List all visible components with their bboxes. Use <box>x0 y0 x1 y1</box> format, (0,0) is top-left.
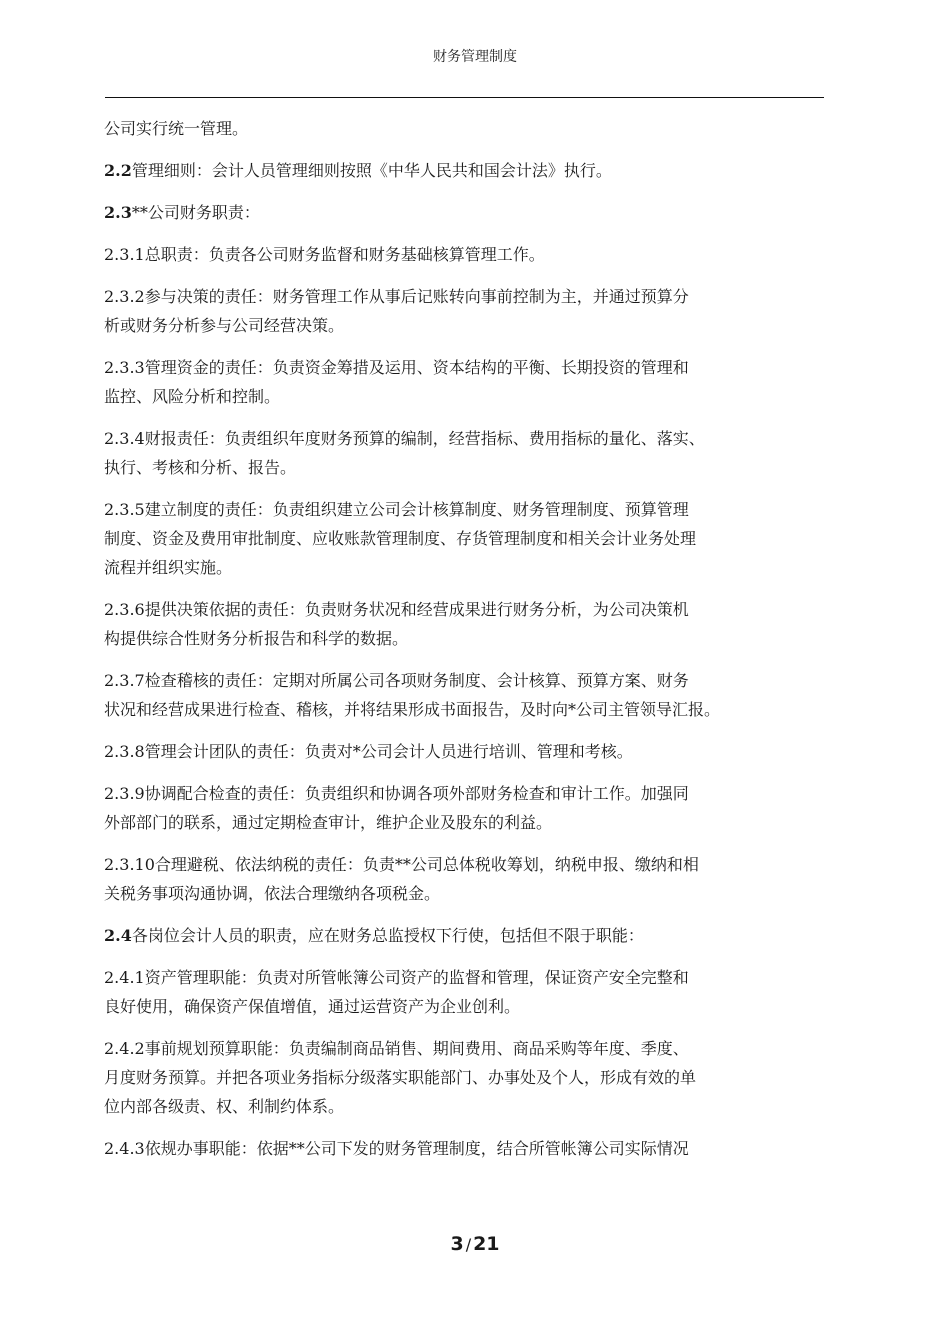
paragraph-line <box>104 282 834 311</box>
paragraph-line <box>104 1034 834 1063</box>
page-separator: / <box>465 1235 472 1254</box>
paragraph-line <box>104 624 834 653</box>
line-text: 合理避税、依法纳税的责任：负责**公司总体税收筹划，纳税申报、缴纳和相 <box>154 855 699 874</box>
paragraph <box>104 850 834 908</box>
paragraph-line <box>104 666 834 695</box>
paragraph-line <box>104 779 834 808</box>
section-number: 2.3.7 <box>104 671 145 690</box>
line-text: 构提供综合性财务分析报告和科学的数据。 <box>104 629 409 648</box>
paragraph <box>104 1134 834 1163</box>
paragraph-line <box>104 311 834 340</box>
line-text: 执行、考核和分析、报告。 <box>104 458 297 477</box>
line-text: 协调配合检查的责任：负责组织和协调各项外部财务检查和审计工作。加强同 <box>144 784 689 803</box>
paragraph-line <box>104 1134 834 1163</box>
section-number: 2.3.3 <box>104 358 145 377</box>
line-text: 管理细则：会计人员管理细则按照《中华人民共和国会计法》执行。 <box>131 161 612 180</box>
line-text: 析或财务分析参与公司经营决策。 <box>104 316 345 335</box>
line-text: 制度、资金及费用审批制度、应收账款管理制度、存货管理制度和相关会计业务处理 <box>104 529 697 548</box>
current-page: 3 <box>450 1233 464 1255</box>
paragraph-line <box>104 850 834 879</box>
paragraph-line <box>104 737 834 766</box>
paragraph-line <box>104 353 834 382</box>
header-divider <box>105 97 824 98</box>
page-number <box>0 1233 950 1255</box>
total-pages: 21 <box>473 1233 500 1255</box>
paragraph <box>104 424 834 482</box>
paragraph-line <box>104 808 834 837</box>
paragraph-line <box>104 198 834 227</box>
line-text: 资产管理职能：负责对所管帐簿公司资产的监督和管理，保证资产安全完整和 <box>144 968 689 987</box>
line-text: 良好使用，确保资产保值增值，通过运营资产为企业创利。 <box>104 997 521 1016</box>
line-text: 关税务事项沟通协调，依法合理缴纳各项税金。 <box>104 884 441 903</box>
line-text: 流程并组织实施。 <box>104 558 233 577</box>
paragraph <box>104 156 834 185</box>
line-text: 管理资金的责任：负责资金筹措及运用、资本结构的平衡、长期投资的管理和 <box>144 358 689 377</box>
paragraph <box>104 737 834 766</box>
section-number: 2.3.5 <box>104 500 145 519</box>
document-body <box>104 114 834 1176</box>
paragraph-line <box>104 992 834 1021</box>
section-number: 2.4 <box>104 926 132 945</box>
paragraph-line <box>104 424 834 453</box>
line-text: 外部部门的联系，通过定期检查审计，维护企业及股东的利益。 <box>104 813 553 832</box>
paragraph <box>104 114 834 143</box>
section-number: 2.4.3 <box>104 1139 145 1158</box>
line-text: 各岗位会计人员的职责，应在财务总监授权下行使，包括但不限于职能： <box>131 926 644 945</box>
line-text: 检查稽核的责任：定期对所属公司各项财务制度、会计核算、预算方案、财务 <box>144 671 689 690</box>
paragraph-line <box>104 114 834 143</box>
section-number: 2.3.1 <box>104 245 145 264</box>
line-text: 依规办事职能：依据**公司下发的财务管理制度，结合所管帐簿公司实际情况 <box>144 1139 689 1158</box>
section-number: 2.4.1 <box>104 968 145 987</box>
paragraph <box>104 240 834 269</box>
line-text: 管理会计团队的责任：负责对*公司会计人员进行培训、管理和考核。 <box>144 742 633 761</box>
line-text: **公司财务职责： <box>131 203 260 222</box>
line-text: 公司实行统一管理。 <box>104 119 249 138</box>
line-text: 提供决策依据的责任：负责财务状况和经营成果进行财务分析，为公司决策机 <box>144 600 689 619</box>
page-header-title: 财务管理制度 <box>433 49 517 65</box>
paragraph-line <box>104 695 834 724</box>
paragraph <box>104 282 834 340</box>
section-number: 2.3.9 <box>104 784 145 803</box>
paragraph-line <box>104 156 834 185</box>
line-text: 事前规划预算职能：负责编制商品销售、期间费用、商品采购等年度、季度、 <box>144 1039 689 1058</box>
paragraph <box>104 353 834 411</box>
section-number: 2.2 <box>104 161 132 180</box>
line-text: 参与决策的责任：财务管理工作从事后记账转向事前控制为主，并通过预算分 <box>144 287 689 306</box>
paragraph-line <box>104 382 834 411</box>
line-text: 位内部各级责、权、利制约体系。 <box>104 1097 345 1116</box>
paragraph-line <box>104 921 834 950</box>
paragraph <box>104 595 834 653</box>
section-number: 2.4.2 <box>104 1039 145 1058</box>
section-number: 2.3.8 <box>104 742 145 761</box>
paragraph-line <box>104 1063 834 1092</box>
line-text: 建立制度的责任：负责组织建立公司会计核算制度、财务管理制度、预算管理 <box>144 500 689 519</box>
line-text: 总职责：负责各公司财务监督和财务基础核算管理工作。 <box>144 245 545 264</box>
paragraph <box>104 1034 834 1121</box>
paragraph-line <box>104 240 834 269</box>
paragraph-line <box>104 879 834 908</box>
section-number: 2.3.6 <box>104 600 145 619</box>
paragraph-line <box>104 524 834 553</box>
paragraph-line <box>104 595 834 624</box>
line-text: 状况和经营成果进行检查、稽核，并将结果形成书面报告，及时向*公司主管领导汇报。 <box>104 700 721 719</box>
paragraph-line <box>104 1092 834 1121</box>
paragraph-line <box>104 553 834 582</box>
paragraph <box>104 921 834 950</box>
paragraph <box>104 198 834 227</box>
section-number: 2.3.10 <box>104 855 155 874</box>
paragraph-line <box>104 453 834 482</box>
section-number: 2.3.4 <box>104 429 145 448</box>
paragraph <box>104 963 834 1021</box>
section-number: 2.3 <box>104 203 132 222</box>
line-text: 财报责任：负责组织年度财务预算的编制，经营指标、费用指标的量化、落实、 <box>144 429 705 448</box>
section-number: 2.3.2 <box>104 287 145 306</box>
paragraph-line <box>104 963 834 992</box>
paragraph-line <box>104 495 834 524</box>
line-text: 监控、风险分析和控制。 <box>104 387 281 406</box>
paragraph <box>104 495 834 582</box>
paragraph <box>104 666 834 724</box>
line-text: 月度财务预算。并把各项业务指标分级落实职能部门、办事处及个人，形成有效的单 <box>104 1068 697 1087</box>
paragraph <box>104 779 834 837</box>
